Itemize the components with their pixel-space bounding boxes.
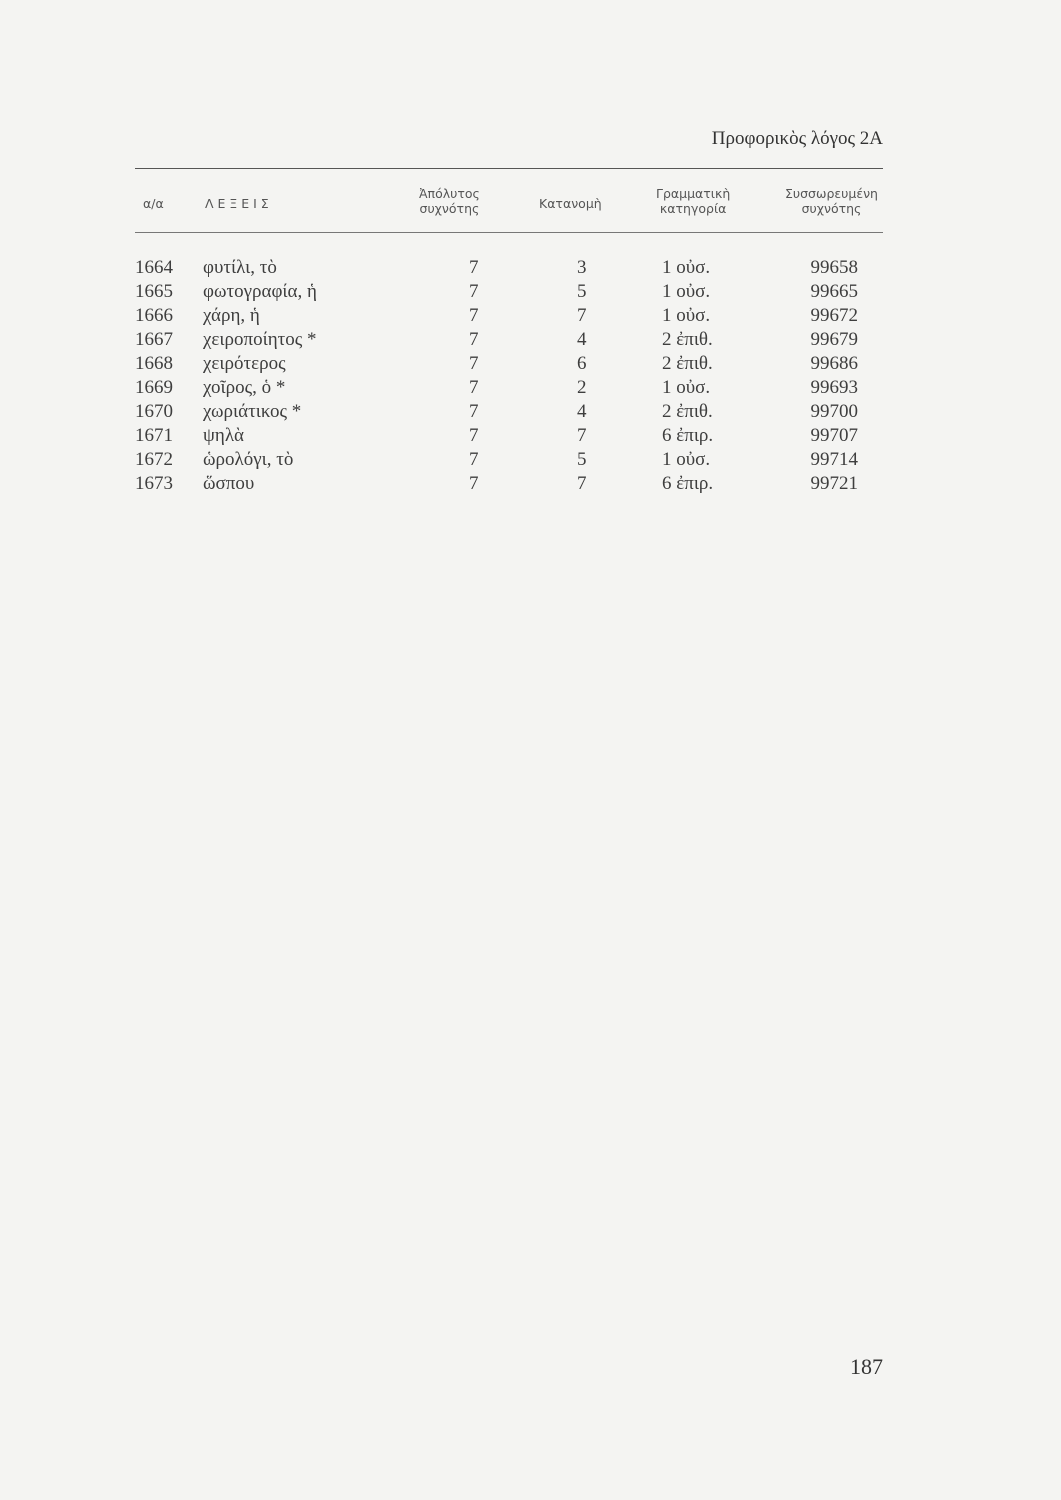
row-word: φυτίλι, τὸ: [203, 257, 277, 278]
row-cumulative: 99658: [810, 257, 858, 278]
column-header-absolute-frequency: [419, 186, 480, 216]
header-line: κατηγορία: [659, 201, 727, 216]
row-frequency: 7: [469, 401, 479, 422]
row-word: φωτογραφία, ἡ: [203, 281, 317, 302]
table-row: [0, 472, 1061, 496]
row-index: 1670: [135, 401, 173, 422]
table-top-rule: [135, 168, 883, 169]
table-row: [0, 304, 1061, 328]
row-distribution: 7: [577, 473, 587, 494]
header-line: Συσσωρευμένη: [785, 186, 878, 201]
row-category: 1 οὐσ.: [662, 257, 711, 278]
row-distribution: 3: [577, 257, 587, 278]
table-row: [0, 376, 1061, 400]
row-cumulative: 99707: [810, 425, 858, 446]
row-word: χειρότερος: [203, 353, 286, 374]
row-distribution: 4: [577, 401, 587, 422]
column-header-distribution: Κατανομὴ: [539, 196, 602, 211]
table-header-rule: [135, 232, 883, 233]
row-frequency: 7: [469, 281, 479, 302]
row-frequency: 7: [469, 329, 479, 350]
row-word: χοῖρος, ὁ *: [203, 377, 286, 398]
row-word: χειροποίητος *: [203, 329, 317, 350]
row-frequency: 7: [469, 473, 479, 494]
row-category: 1 οὐσ.: [662, 449, 711, 470]
row-category: 1 οὐσ.: [662, 281, 711, 302]
row-distribution: 7: [577, 305, 587, 326]
header-line: Γραμματικὴ: [656, 186, 731, 201]
column-header-grammatical-category: [656, 186, 730, 216]
row-distribution: 6: [577, 353, 587, 374]
running-head: Προφορικὸς λόγος 2A: [711, 128, 883, 149]
row-category: 1 οὐσ.: [662, 377, 711, 398]
row-index: 1665: [135, 281, 173, 302]
table-row: [0, 448, 1061, 472]
header-line: συχνότης: [419, 201, 480, 216]
row-index: 1669: [135, 377, 173, 398]
row-cumulative: 99672: [810, 305, 858, 326]
row-cumulative: 99665: [810, 281, 858, 302]
table-row: [0, 400, 1061, 424]
table-row: [0, 280, 1061, 304]
row-index: 1664: [135, 257, 173, 278]
row-index: 1673: [135, 473, 173, 494]
row-category: 2 ἐπιθ.: [662, 329, 713, 350]
row-category: 2 ἐπιθ.: [662, 401, 713, 422]
column-header-cumulative-frequency: [785, 186, 878, 216]
header-line: συχνότης: [801, 201, 862, 216]
row-index: 1671: [135, 425, 173, 446]
column-header-index: α/α: [143, 196, 164, 211]
row-distribution: 2: [577, 377, 587, 398]
table-row: [0, 256, 1061, 280]
row-cumulative: 99714: [810, 449, 858, 470]
table-row: [0, 352, 1061, 376]
row-index: 1668: [135, 353, 173, 374]
row-category: 2 ἐπιθ.: [662, 353, 713, 374]
row-word: ψηλὰ: [203, 425, 244, 446]
row-index: 1667: [135, 329, 173, 350]
row-category: 1 οὐσ.: [662, 305, 711, 326]
row-category: 6 ἐπιρ.: [662, 473, 714, 494]
row-cumulative: 99679: [810, 329, 858, 350]
row-index: 1672: [135, 449, 173, 470]
row-distribution: 4: [577, 329, 587, 350]
row-cumulative: 99686: [810, 353, 858, 374]
row-word: χωριάτικος *: [203, 401, 302, 422]
row-word: ὡρολόγι, τὸ: [203, 449, 294, 470]
table-row: [0, 424, 1061, 448]
row-distribution: 7: [577, 425, 587, 446]
row-cumulative: 99700: [810, 401, 858, 422]
table-row: [0, 328, 1061, 352]
page-number: 187: [850, 1354, 883, 1379]
row-frequency: 7: [469, 305, 479, 326]
row-category: 6 ἐπιρ.: [662, 425, 714, 446]
row-frequency: 7: [469, 425, 479, 446]
row-cumulative: 99721: [810, 473, 858, 494]
header-line: Ἀπόλυτος: [419, 186, 480, 201]
row-frequency: 7: [469, 377, 479, 398]
row-frequency: 7: [469, 257, 479, 278]
row-distribution: 5: [577, 281, 587, 302]
row-frequency: 7: [469, 449, 479, 470]
row-word: ὥσπου: [203, 473, 255, 494]
row-cumulative: 99693: [810, 377, 858, 398]
row-word: χάρη, ἡ: [203, 305, 260, 326]
column-header-words: Λ Ε Ξ Ε Ι Σ: [205, 196, 269, 211]
row-frequency: 7: [469, 353, 479, 374]
row-distribution: 5: [577, 449, 587, 470]
row-index: 1666: [135, 305, 173, 326]
